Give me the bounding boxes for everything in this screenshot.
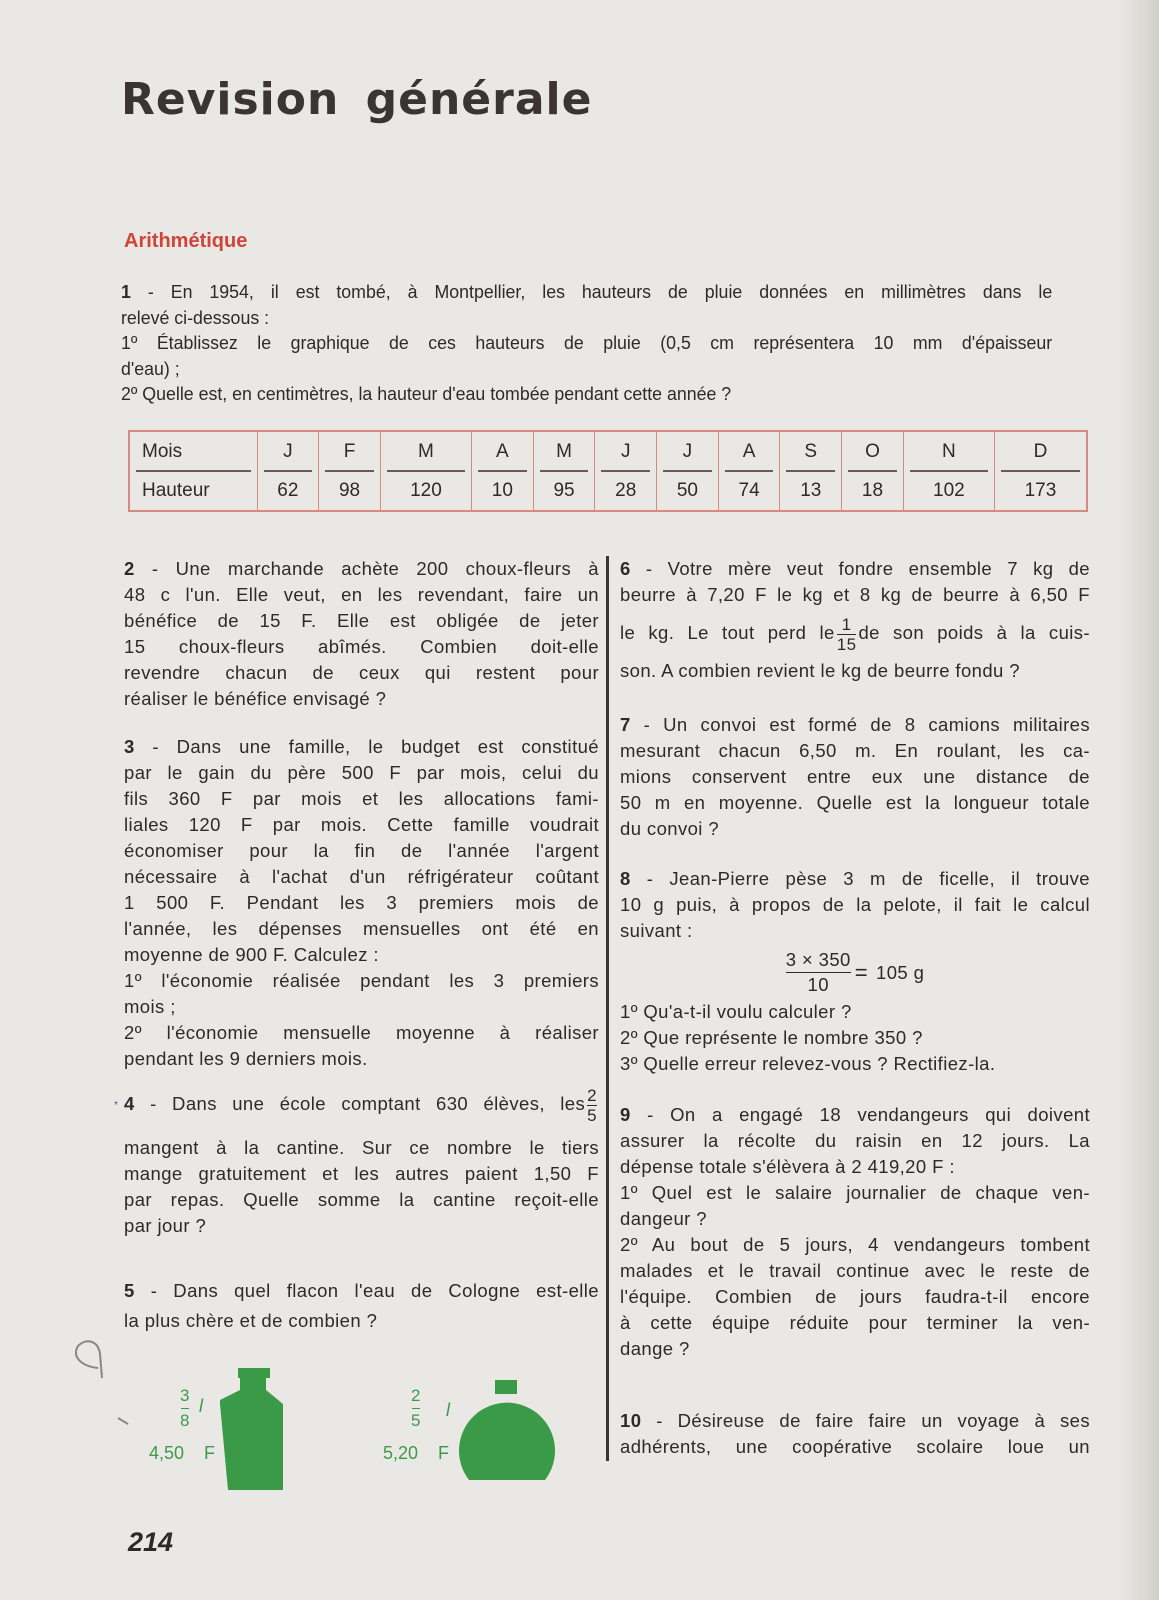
page-title: Revision générale bbox=[121, 74, 593, 125]
height-cell: 173 bbox=[994, 471, 1087, 511]
row-label: Mois bbox=[129, 431, 257, 471]
table-row-months bbox=[129, 431, 1087, 471]
round-bottle-icon bbox=[457, 1380, 557, 1490]
problem-4: 4 - Dans une école comptant 630 élèves, les $\frac{2}{5}$ mangent à la cantine. Sur ce nombre le tiers mange gratuitement et les autres paient 1,50 F par repas. Quelle somme la cantine reçoit-elle par jour ? bbox=[124, 1085, 599, 1236]
month-cell: M bbox=[380, 431, 471, 471]
bottle-1-volume: 3 8 bbox=[180, 1386, 190, 1430]
height-cell: 18 bbox=[842, 471, 904, 511]
column-divider bbox=[606, 556, 609, 1461]
month-cell: F bbox=[319, 431, 381, 471]
month-cell: J bbox=[657, 431, 719, 471]
problem-7: 7 - Un convoi est formé de 8 camions militaires mesurant chacun 6,50 m. En roulant, les ca- mions conservent entre eux une distance de 50 m en moyenne. Quelle est la longueur totale du convoi ? bbox=[620, 714, 1090, 839]
height-cell: 28 bbox=[595, 471, 657, 511]
fraction-one-fifteenth: $\frac{1}{15}$ bbox=[836, 614, 857, 654]
height-cell: 62 bbox=[257, 471, 319, 511]
problem-number: 10 bbox=[620, 1410, 642, 1431]
section-heading-arithmetique: Arithmétique bbox=[124, 230, 248, 252]
bottle-2-volume: 2 5 bbox=[411, 1386, 421, 1430]
bottle-1-unit: l bbox=[199, 1396, 203, 1416]
height-cell: 98 bbox=[319, 471, 381, 511]
problem-number: 8 bbox=[620, 868, 631, 889]
problem-8: 8 - Jean-Pierre pèse 3 m de ficelle, il trouve 10 g puis, à propos de la pelote, il fait le calcul suivant : $\frac{3 \times 350}{10}$ = 105 g 1º Qu'a-t-il voulu calculer ? 2º Que représente le nombre 350 ? 3º Quelle erreur relevez-vous ? Rectifiez-la. bbox=[620, 868, 1090, 1074]
page-number: 214 bbox=[128, 1527, 174, 1557]
bottle-1-price: 4,50 F bbox=[149, 1443, 216, 1463]
month-cell: D bbox=[994, 431, 1087, 471]
bottle-2-price: 5,20 F bbox=[383, 1443, 450, 1463]
problem-6: 6 - Votre mère veut fondre ensemble 7 kg de beurre à 7,20 F le kg et 8 kg de beurre à 6,50 F le kg. Le tout perd le $\frac{1}{15}$ de son poids à la cuis- son. A combien revient le kg de beurre fondu ? bbox=[620, 558, 1090, 681]
height-cell: 95 bbox=[533, 471, 595, 511]
asterisk-mark: * bbox=[114, 1100, 118, 1111]
problem-number: 7 bbox=[620, 714, 631, 735]
problem-1-line: 1 - En 1954, il est tombé, à Montpellier, les hauteurs de pluie données en millimètres dans le bbox=[121, 281, 1053, 302]
problem-1-line: 1º Établissez le graphique de ces hauteurs de pluie (0,5 cm représentera 10 mm d'épaisseur bbox=[121, 332, 1053, 353]
fraction-two-fifths: $\frac{2}{5}$ bbox=[587, 1085, 597, 1125]
page-edge-shadow bbox=[1119, 0, 1159, 1600]
problem-3: 3 - Dans une famille, le budget est constitué par le gain du père 500 F par mois, celui du fils 360 F par mois et les allocations fami- liales 120 F par mois. Cette famille voudrait économiser pour la fin de l'année l'argent nécessaire à l'achat d'un réfrigérateur coûtant 1 500 F. Pendant les 3 premiers mois de l'année, les dépenses mensuelles ont été en moyenne de 900 F. Calculez : 1º l'économie réalisée pendant les 3 premiers mois ; 2º l'économie mensuelle moyenne à réaliser pendant les 9 derniers mois. bbox=[124, 736, 599, 1069]
tall-bottle-icon bbox=[220, 1368, 290, 1490]
bottle-2-unit: l bbox=[446, 1400, 450, 1420]
problem-2: 2 - Une marchande achète 200 choux-fleurs à 48 c l'un. Elle veut, en les revendant, faire un bénéfice de 15 F. Elle est obligée de jeter 15 choux-fleurs abîmés. Combien doit-elle revendre chacun de ceux qui restent pour réaliser le bénéfice envisagé ? bbox=[124, 558, 599, 709]
month-cell: A bbox=[471, 431, 533, 471]
height-cell: 10 bbox=[471, 471, 533, 511]
problem-number: 1 bbox=[121, 281, 131, 302]
rainfall-table bbox=[128, 430, 1088, 512]
month-cell: A bbox=[718, 431, 780, 471]
problem-5: 5 - Dans quel flacon l'eau de Cologne est-elle la plus chère et de combien ? bbox=[124, 1280, 599, 1331]
pencil-annotation bbox=[70, 1338, 130, 1428]
month-cell: M bbox=[533, 431, 595, 471]
month-cell: O bbox=[842, 431, 904, 471]
height-cell: 50 bbox=[657, 471, 719, 511]
table-row-heights bbox=[129, 471, 1087, 511]
problem-number: 2 bbox=[124, 558, 135, 579]
month-cell: S bbox=[780, 431, 842, 471]
row-label: Hauteur bbox=[142, 479, 210, 501]
problem-number: 6 bbox=[620, 558, 631, 579]
problem-1-line: d'eau) ; bbox=[121, 357, 180, 379]
height-cell: 120 bbox=[380, 471, 471, 511]
height-cell: 13 bbox=[780, 471, 842, 511]
height-cell: 74 bbox=[718, 471, 780, 511]
problem-number: 9 bbox=[620, 1104, 631, 1125]
height-cell: 102 bbox=[903, 471, 994, 511]
problem-number: 5 bbox=[124, 1280, 135, 1301]
month-cell: N bbox=[903, 431, 994, 471]
problem-1-line: relevé ci-dessous : bbox=[121, 306, 270, 328]
problem-number: 4 bbox=[124, 1093, 135, 1114]
problem-9: 9 - On a engagé 18 vendangeurs qui doivent assurer la récolte du raisin en 12 jours. La dépense totale s'élèvera à 2 419,20 F : 1º Quel est le salaire journalier de chaque ven- dangeur ? 2º Au bout de 5 jours, 4 vendangeurs tombent malades et le travail continue avec le reste de l'équipe. Combien de jours faudra-t-il encore à cette équipe réduite pour terminer la ven- dange ? bbox=[620, 1104, 1090, 1359]
problem-number: 3 bbox=[124, 736, 135, 757]
calculation-formula: $\frac{3 \times 350}{10}$ = 105 g bbox=[785, 949, 925, 995]
month-cell: J bbox=[257, 431, 319, 471]
month-cell: J bbox=[595, 431, 657, 471]
problem-1 bbox=[121, 279, 1052, 407]
problem-1-line: 2º Quelle est, en centimètres, la hauteur d'eau tombée pendant cette année ? bbox=[121, 383, 732, 404]
problem-10: 10 - Désireuse de faire faire un voyage à ses adhérents, une coopérative scolaire loue un bbox=[620, 1410, 1090, 1457]
